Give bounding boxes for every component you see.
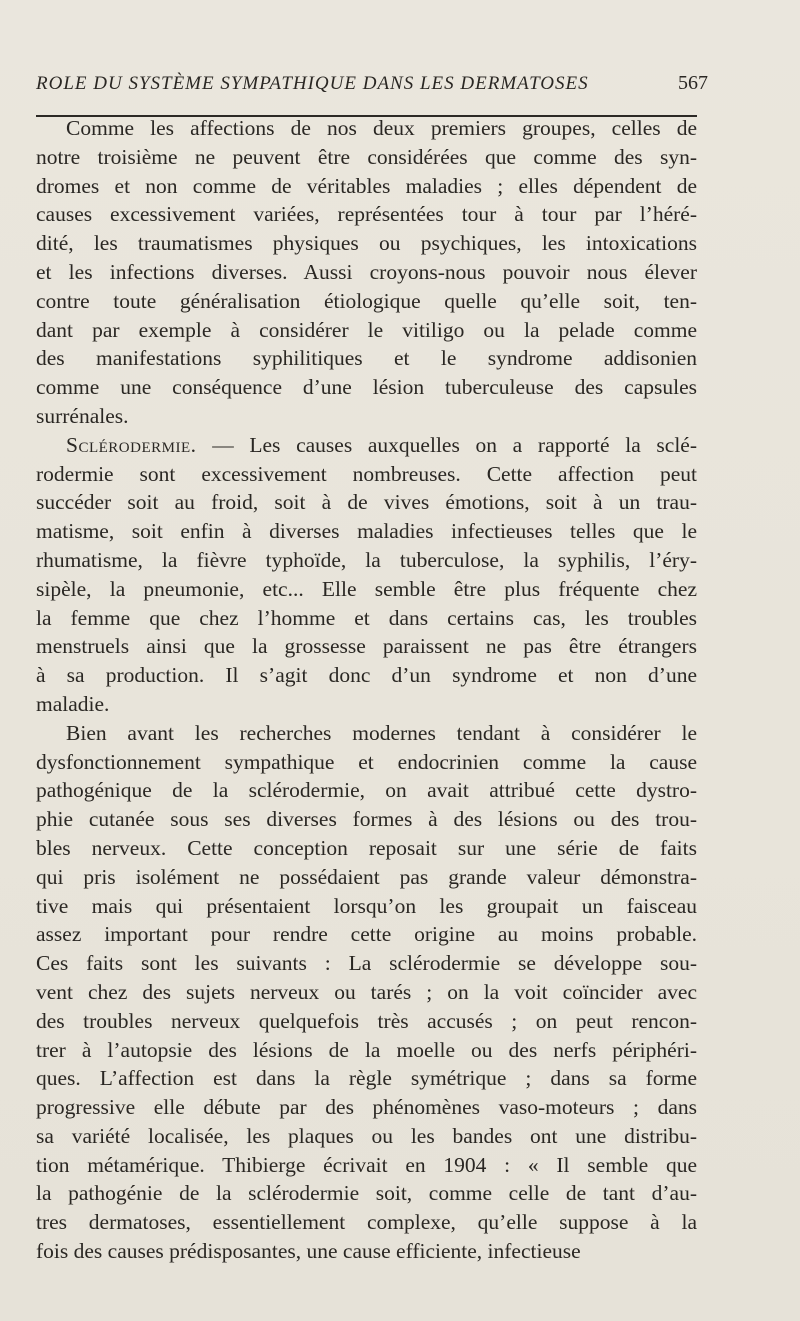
text-line bbox=[36, 431, 697, 460]
section-heading: Sclérodermie. bbox=[66, 432, 197, 457]
text-line: à sa production. Il s’agit donc d’un syndrome et non d’une bbox=[36, 663, 697, 688]
text-line: notre troisième ne peuvent être considérées que comme des syn- bbox=[36, 144, 697, 169]
text-segment: — Les causes auxquelles on a rapporté la sclé- bbox=[212, 432, 697, 457]
text-line: Bien avant les recherches modernes tendant à considérer le bbox=[66, 720, 697, 745]
text-line: comme une conséquence d’une lésion tuberculeuse des capsules bbox=[36, 375, 697, 400]
text-line: fois des causes prédisposantes, une cause efficiente, infectieuse bbox=[36, 1239, 581, 1264]
paragraph bbox=[36, 431, 697, 719]
text-line: ques. L’affection est dans la règle symétrique ; dans sa forme bbox=[36, 1066, 697, 1091]
text-line: phie cutanée sous ses diverses formes à des lésions ou des trou- bbox=[36, 807, 697, 832]
text-line: dité, les traumatismes physiques ou psychiques, les intoxications bbox=[36, 231, 697, 256]
text-line: contre toute généralisation étiologique quelle qu’elle soit, ten- bbox=[36, 288, 697, 313]
text-line: des manifestations syphilitiques et le syndrome addisonien bbox=[36, 346, 697, 371]
text-line: et les infections diverses. Aussi croyons-nous pouvoir nous élever bbox=[36, 259, 697, 284]
page-body bbox=[36, 114, 697, 1266]
text-line: Ces faits sont les suivants : La sclérodermie se développe sou- bbox=[36, 951, 697, 976]
text-line: la pathogénie de la sclérodermie soit, comme celle de tant d’au- bbox=[36, 1181, 697, 1206]
text-line: bles nerveux. Cette conception reposait sur une série de faits bbox=[36, 835, 697, 860]
running-title: ROLE DU SYSTÈME SYMPATHIQUE DANS LES DERMATOSES bbox=[36, 73, 589, 94]
paragraph bbox=[36, 719, 697, 1266]
text-line: vent chez des sujets nerveux ou tarés ; on la voit coïncider avec bbox=[36, 979, 697, 1004]
text-line: rodermie sont excessivement nombreuses. Cette affection peut bbox=[36, 461, 697, 486]
text-line: surrénales. bbox=[36, 403, 129, 428]
text-line: progressive elle débute par des phénomènes vaso-moteurs ; dans bbox=[36, 1095, 697, 1120]
text-line: succéder soit au froid, soit à de vives émotions, soit à un trau- bbox=[36, 490, 697, 515]
running-header bbox=[36, 72, 708, 95]
paragraph bbox=[36, 114, 697, 431]
page-number: 567 bbox=[678, 72, 708, 94]
text-line: tion métamérique. Thibierge écrivait en 1904 : « Il semble que bbox=[36, 1152, 697, 1177]
text-line: la femme que chez l’homme et dans certains cas, les troubles bbox=[36, 605, 697, 630]
text-line: qui pris isolément ne possédaient pas grande valeur démonstra- bbox=[36, 864, 697, 889]
text-line: rhumatisme, la fièvre typhoïde, la tuberculose, la syphilis, l’éry- bbox=[36, 547, 697, 572]
text-line: dysfonctionnement sympathique et endocrinien comme la cause bbox=[36, 749, 697, 774]
text-line: sa variété localisée, les plaques ou les bandes ont une distribu- bbox=[36, 1123, 697, 1148]
text-line: tres dermatoses, essentiellement complexe, qu’elle suppose à la bbox=[36, 1210, 697, 1235]
text-line: Comme les affections de nos deux premiers groupes, celles de bbox=[66, 116, 697, 140]
text-line: menstruels ainsi que la grossesse paraissent ne pas être étrangers bbox=[36, 634, 697, 659]
text-line: maladie. bbox=[36, 691, 110, 716]
text-line: tive mais qui présentaient lorsqu’on les groupait un faisceau bbox=[36, 893, 697, 918]
text-line: dromes et non comme de véritables maladies ; elles dépendent de bbox=[36, 173, 697, 198]
text-line: causes excessivement variées, représentées tour à tour par l’héré- bbox=[36, 202, 697, 227]
text-line: des troubles nerveux quelquefois très accusés ; on peut rencon- bbox=[36, 1008, 697, 1033]
text-line: assez important pour rendre cette origine au moins probable. bbox=[36, 922, 697, 947]
text-line: sipèle, la pneumonie, etc... Elle semble être plus fréquente chez bbox=[36, 576, 697, 601]
text-line: dant par exemple à considérer le vitiligo ou la pelade comme bbox=[36, 317, 697, 342]
text-line: pathogénique de la sclérodermie, on avait attribué cette dystro- bbox=[36, 778, 697, 803]
text-line: trer à l’autopsie des lésions de la moelle ou des nerfs périphéri- bbox=[36, 1037, 697, 1062]
text-line: matisme, soit enfin à diverses maladies infectieuses telles que le bbox=[36, 519, 697, 544]
